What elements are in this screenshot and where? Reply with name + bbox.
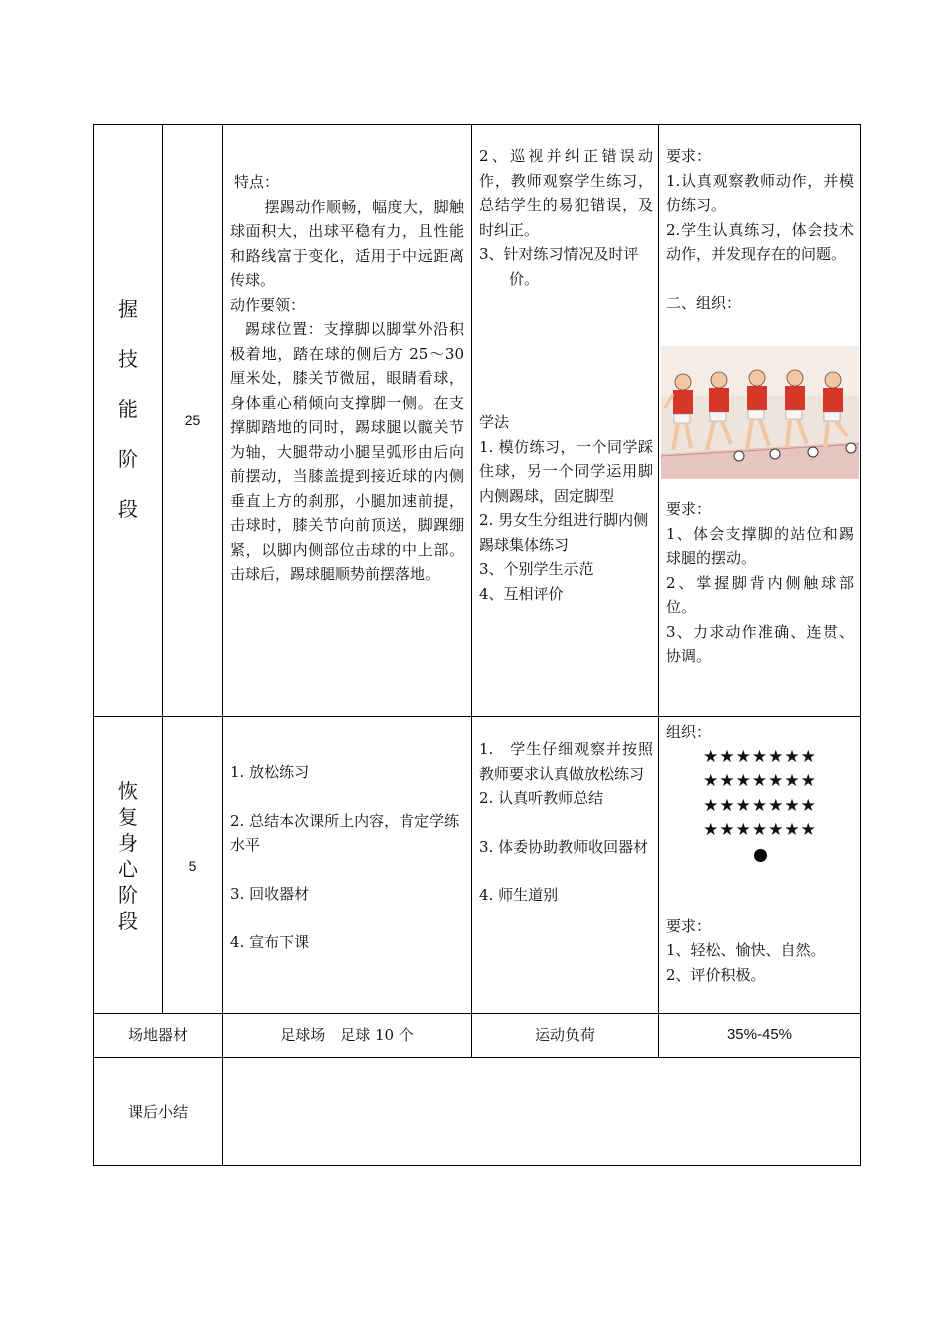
req-item: 2、评价积极。 bbox=[666, 965, 766, 984]
teacher-item: 3. 体委协助教师收回器材 bbox=[479, 837, 649, 856]
star-row: ★★★★★★★ bbox=[703, 746, 817, 767]
stage1-org-top bbox=[666, 144, 854, 315]
study-title: 学法 bbox=[479, 413, 510, 431]
feature-title: 特点： bbox=[234, 173, 280, 191]
venue-label: 场地器材 bbox=[127, 1026, 188, 1044]
row-divider bbox=[93, 716, 861, 717]
col-divider bbox=[471, 124, 472, 1058]
table-right-border bbox=[860, 124, 861, 1166]
teacher-item: 1. 学生仔细观察并按照教师要求认真做放松练习 bbox=[479, 740, 653, 783]
star-row: ★★★★★★★ bbox=[703, 795, 817, 816]
stage2-content bbox=[230, 760, 466, 955]
stage1-content bbox=[230, 170, 464, 587]
essentials-title: 动作要领： bbox=[230, 295, 306, 314]
col-divider bbox=[162, 124, 163, 1014]
req-item: 2、掌握脚背内侧触球部位。 bbox=[666, 573, 854, 616]
star-row: ★★★★★★★ bbox=[703, 820, 817, 840]
stage-char: 恢 bbox=[118, 779, 138, 803]
stage1-minutes: 25 bbox=[184, 412, 201, 428]
content-item: 2. 总结本次课所上内容，肯定学练水平 bbox=[230, 811, 460, 854]
content-item: 1. 放松练习 bbox=[230, 763, 310, 781]
table-left-border bbox=[93, 124, 94, 1166]
stage1-study bbox=[479, 410, 653, 606]
req-item: 1、体会支撑脚的站位和踢球腿的摆动。 bbox=[666, 524, 854, 567]
teacher-item: 3、针对练习情况及时评价。 bbox=[479, 245, 639, 288]
teacher-item: 2. 认真听教师总结 bbox=[479, 789, 604, 807]
summary-field[interactable] bbox=[223, 1058, 860, 1165]
stage-char: 段 bbox=[118, 909, 138, 933]
stage-char: 身 bbox=[118, 831, 138, 855]
stage2-label bbox=[94, 778, 162, 934]
stage-char: 阶 bbox=[118, 883, 138, 907]
essentials-text: 踢球位置：支撑脚以脚掌外沿积极着地，踏在球的侧后方 25～30 厘米处，膝关节微屈，眼睛看球，身体重心稍倾向支撑脚一侧。在支撑脚踏地的同时，踢球腿以髋关节为轴，大腿带动小腿呈弧形由后向前摆动，当膝盖提到接近球的内侧垂直上方的刹那，小腿加速前提，击球时，膝关节向前顶送，脚踝绷紧，以脚内侧部位击球的中上部。击球后，踢球腿顺势前摆落地。 bbox=[230, 320, 464, 583]
req-item: 1.认真观察教师动作，并模仿练习。 bbox=[666, 171, 854, 214]
study-item: 2. 男女生分组进行脚内侧踢球集体练习 bbox=[479, 511, 649, 554]
org-title: 二、组织： bbox=[666, 293, 742, 312]
req-item: 1、轻松、愉快、自然。 bbox=[666, 941, 826, 959]
stage-char: 技 bbox=[118, 347, 138, 371]
req-item: 2.学生认真练习，体会技术动作，并发现存在的问题。 bbox=[666, 220, 854, 263]
teacher-item: 2、巡视并纠正错误动作，教师观察学生练习，总结学生的易犯错误，及时纠正。 bbox=[479, 147, 653, 239]
feature-text: 摆踢动作顺畅，幅度大，脚触球面积大，出球平稳有力，且性能和路线富于变化，适用于中远距离传球。 bbox=[230, 197, 464, 289]
content-item: 4. 宣布下课 bbox=[230, 933, 310, 951]
table-top-border bbox=[93, 124, 861, 125]
stage-char: 握 bbox=[118, 297, 138, 321]
content-item: 3. 回收器材 bbox=[230, 884, 310, 903]
col-divider bbox=[222, 124, 223, 1166]
summary-label: 课后小结 bbox=[127, 1103, 188, 1121]
stage-char: 阶 bbox=[118, 447, 138, 471]
kicking-illustration bbox=[661, 346, 859, 479]
study-item: 1. 模仿练习，一个同学踩住球，另一个同学运用脚内侧踢球，固定脚型 bbox=[479, 437, 653, 505]
stage-char: 心 bbox=[118, 857, 138, 881]
stage1-label bbox=[94, 284, 162, 534]
load-label: 运动负荷 bbox=[534, 1026, 595, 1044]
stage1-teacher bbox=[479, 144, 653, 291]
kicking-sequence-image bbox=[661, 346, 859, 479]
req-title: 要求： bbox=[666, 147, 712, 165]
study-item: 4、互相评价 bbox=[479, 584, 564, 603]
stage-char: 段 bbox=[118, 497, 138, 521]
stage2-org bbox=[666, 720, 854, 987]
req-item: 3、力求动作准确、连贯、协调。 bbox=[666, 622, 854, 665]
star-row: ★★★★★★★ bbox=[703, 771, 817, 791]
req-title: 要求： bbox=[666, 916, 712, 935]
teacher-dot bbox=[754, 849, 767, 862]
stage2-minutes: 5 bbox=[188, 858, 197, 874]
load-value: 35%-45% bbox=[726, 1026, 793, 1043]
teacher-item: 4. 师生道别 bbox=[479, 886, 559, 904]
org-title: 组织： bbox=[666, 723, 712, 741]
stage-char: 复 bbox=[118, 805, 138, 829]
stage-char: 能 bbox=[118, 397, 138, 421]
col-divider bbox=[658, 124, 659, 1058]
venue-value: 足球场 足球 10 个 bbox=[280, 1026, 414, 1044]
table-bottom-border bbox=[93, 1165, 861, 1166]
req-title: 要求： bbox=[666, 500, 712, 518]
study-item: 3、个别学生示范 bbox=[479, 560, 594, 578]
formation-diagram bbox=[676, 745, 844, 862]
row-divider bbox=[93, 1013, 861, 1014]
stage1-org-bottom bbox=[666, 497, 854, 669]
stage2-teacher bbox=[479, 737, 653, 908]
